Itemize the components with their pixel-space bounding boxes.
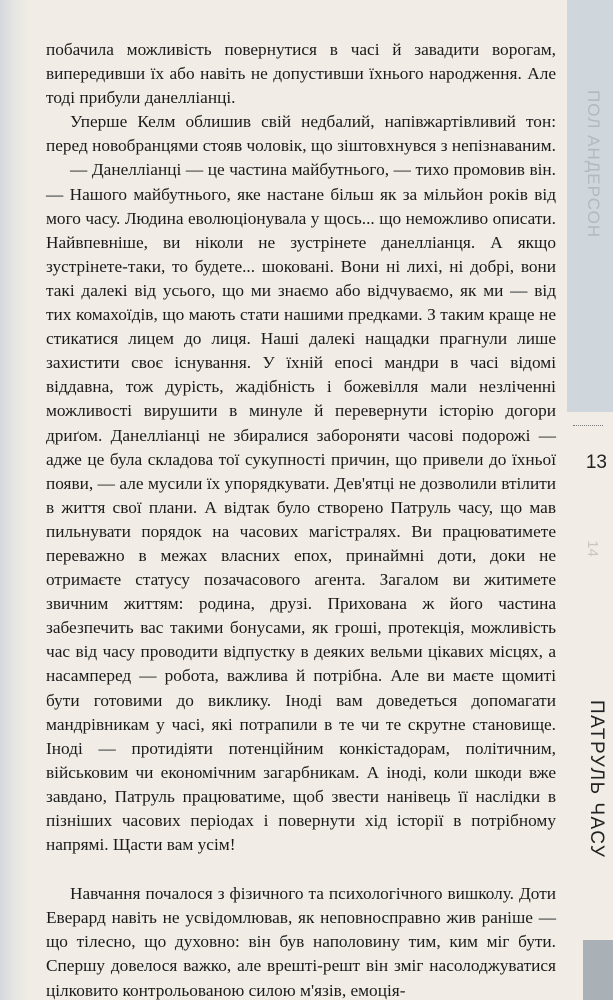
page-number-bleed: 14 — [584, 540, 602, 557]
page-number: 13 — [585, 452, 607, 473]
paragraph-3: — Данелліанці — це частина майбутнього, — тихо промовив він. — Нашого майбутнього, яке настане більш як за мільйон років від мого часу. Людина еволюціонувала у щось... що неможливо описати. Найвпевніше, ви ніколи не зустрінете данелліанця. А якщо зустрінете-таки, то будете... шоковані. Вони ні лихі, ні добрі, вони такі далекі від усього, що ми знаємо або відчуваємо, як ми — від тих комахоїдів, що мають стати нашими предками. З таким краще не стикатися лицем до лиця. Наші далекі нащадки прагнули лише захистити своє існування. У їхній епосі мандри в часі відомі віддавна, тож дурість, жадібність і божевілля мали незліченні можливості вирушити в минуле й перевернути історію догори дриґом. Данелліанці не збиралися забороняти часові подорожі — адже це була складова тої сукупності причин, що привели до їхньої появи, — але мусили їх упорядкувати. Дев'ятці не дозволили втілити в життя свої плани. А відтак було створено Патруль часу, що мав пильнувати порядок на часових магістралях. Ви працюватимете переважно в межах власних епох, принаймні доти, доки не отримаєте статусу позачасового агента. Загалом ви житимете звичним життям: родина, друзі. Прихована ж його частина забезпечить вас такими бонусами, як гроші, протекція, можливість час від часу проводити відпустку в деяких вельми цікавих місцях, а насамперед — робота, важлива й потрібна. Але ви маєте щомиті бути готовими до виклику. Іноді вам доведеться допомагати мандрівникам у часі, які потрапили в те чи те скрутне становище. Іноді — протидіяти потенційним конкістадорам, політичним, військовим чи економічним загарбникам. А іноді, коли шкоди вже завдано, Патруль працюватиме, щоб звести нанівець її наслідки в пізніших часових періодах і повернути хід історії в потрібному напрямі. Щасти вам усім! — [46, 160, 556, 855]
page-margin-sidebar — [565, 0, 613, 1000]
paragraph-1: побачила можливість повернутися в часі й завадити ворогам, випередивши їх або навіть не допустивши їхнього народження. Але тоді прибули данелліанці. — [46, 40, 556, 108]
page-number-rule — [573, 425, 603, 426]
running-title: ПАТРУЛЬ ЧАСУ — [586, 700, 607, 859]
paragraph-2: Уперше Келм облишив свій недбалий, напівжартівливий тон: перед новобранцями стояв чоловік, що зіштовхнувся з непізнаваним. — [46, 112, 556, 156]
page-body-text — [46, 38, 556, 1000]
binding-shadow — [0, 0, 30, 1000]
paragraph-4: Навчання почалося з фізичного та психологічного вишколу. Доти Еверард навіть не усвідомлював, як неповносправно жив раніше — що тілесно, що духовно: він був наполовину тим, ким міг бути. Спершу довелося важко, але врешті-решт він зміг насолоджуватися цілковито контрольованою силою м'язів, емоція- — [46, 884, 556, 1000]
page-edge-strip-bottom — [583, 940, 613, 1000]
running-title-bleed: ПОЛ АНДЕРСОН — [584, 90, 603, 239]
